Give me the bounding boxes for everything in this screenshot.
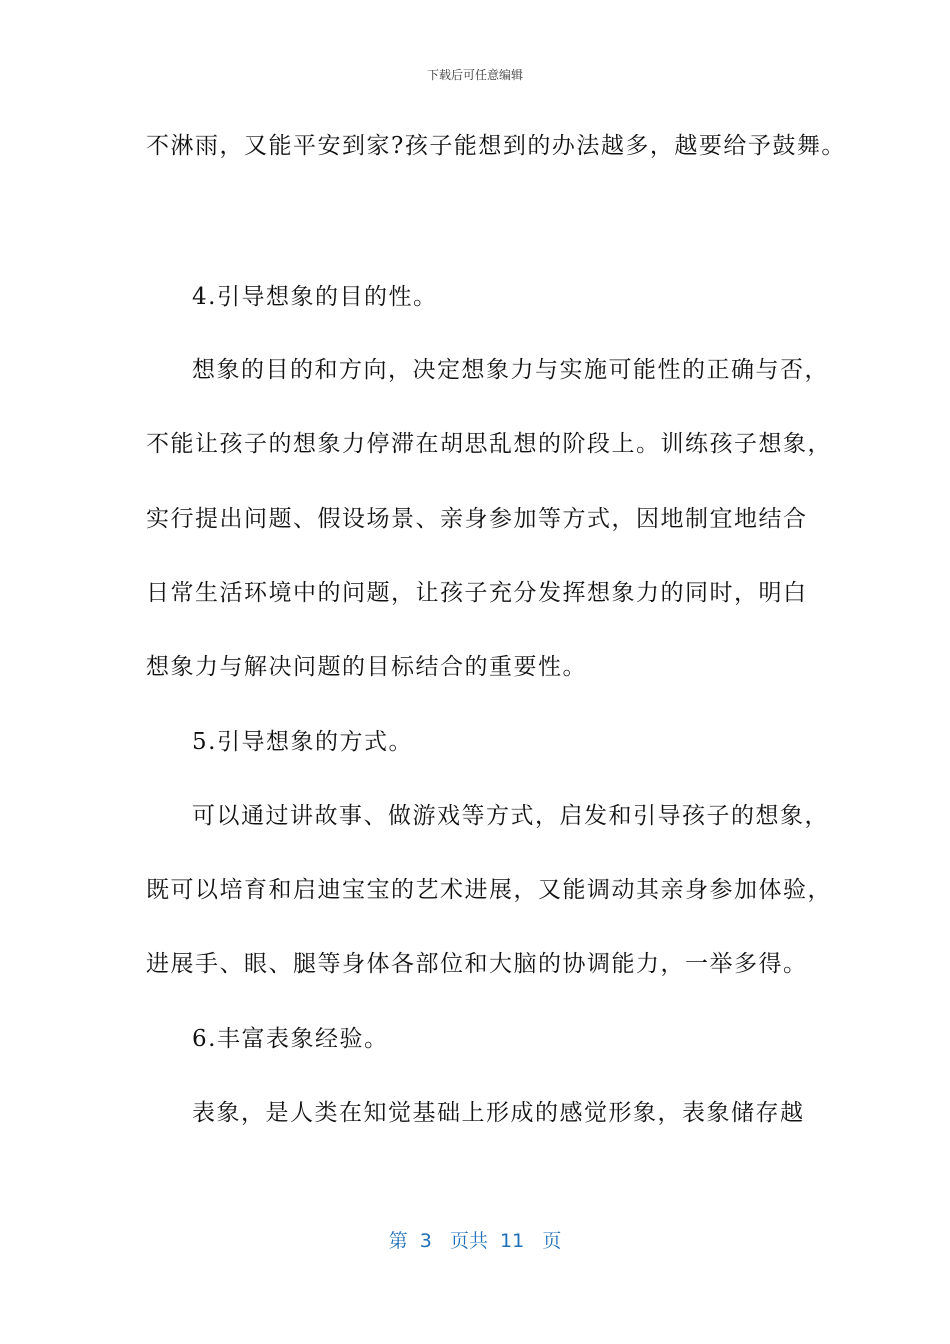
paragraph-line: 可以通过讲故事、做游戏等方式，启发和引导孩子的想象， xyxy=(192,803,829,829)
paragraph-line: 日常生活环境中的问题，让孩子充分发挥想象力的同时，明白 xyxy=(146,580,808,606)
paragraph-line: 想象的目的和方向，决定想象力与实施可能性的正确与否， xyxy=(192,357,829,383)
section-heading-6: 6.丰富表象经验。 xyxy=(192,1026,389,1052)
paragraph-line: 想象力与解决问题的目标结合的重要性。 xyxy=(146,654,587,680)
paragraph-line: 进展手、眼、腿等身体各部位和大脑的协调能力，一举多得。 xyxy=(146,951,808,977)
page-number-footer: 第 3 页共 11 页 xyxy=(388,1230,562,1252)
paragraph-line: 既可以培育和启迪宝宝的艺术进展，又能调动其亲身参加体验， xyxy=(146,877,832,903)
paragraph-line: 表象，是人类在知觉基础上形成的感觉形象，表象储存越 xyxy=(192,1100,805,1126)
paragraph-line: 实行提出问题、假设场景、亲身参加等方式，因地制宜地结合 xyxy=(146,506,808,532)
paragraph-line: 不淋雨，又能平安到家?孩子能想到的办法越多，越要给予鼓舞。 xyxy=(146,133,846,159)
section-heading-5: 5.引导想象的方式。 xyxy=(192,729,413,755)
page-header-note: 下载后可任意编辑 xyxy=(426,68,523,82)
paragraph-line: 不能让孩子的想象力停滞在胡思乱想的阶段上。训练孩子想象， xyxy=(146,431,832,457)
section-heading-4: 4.引导想象的目的性。 xyxy=(192,284,438,310)
